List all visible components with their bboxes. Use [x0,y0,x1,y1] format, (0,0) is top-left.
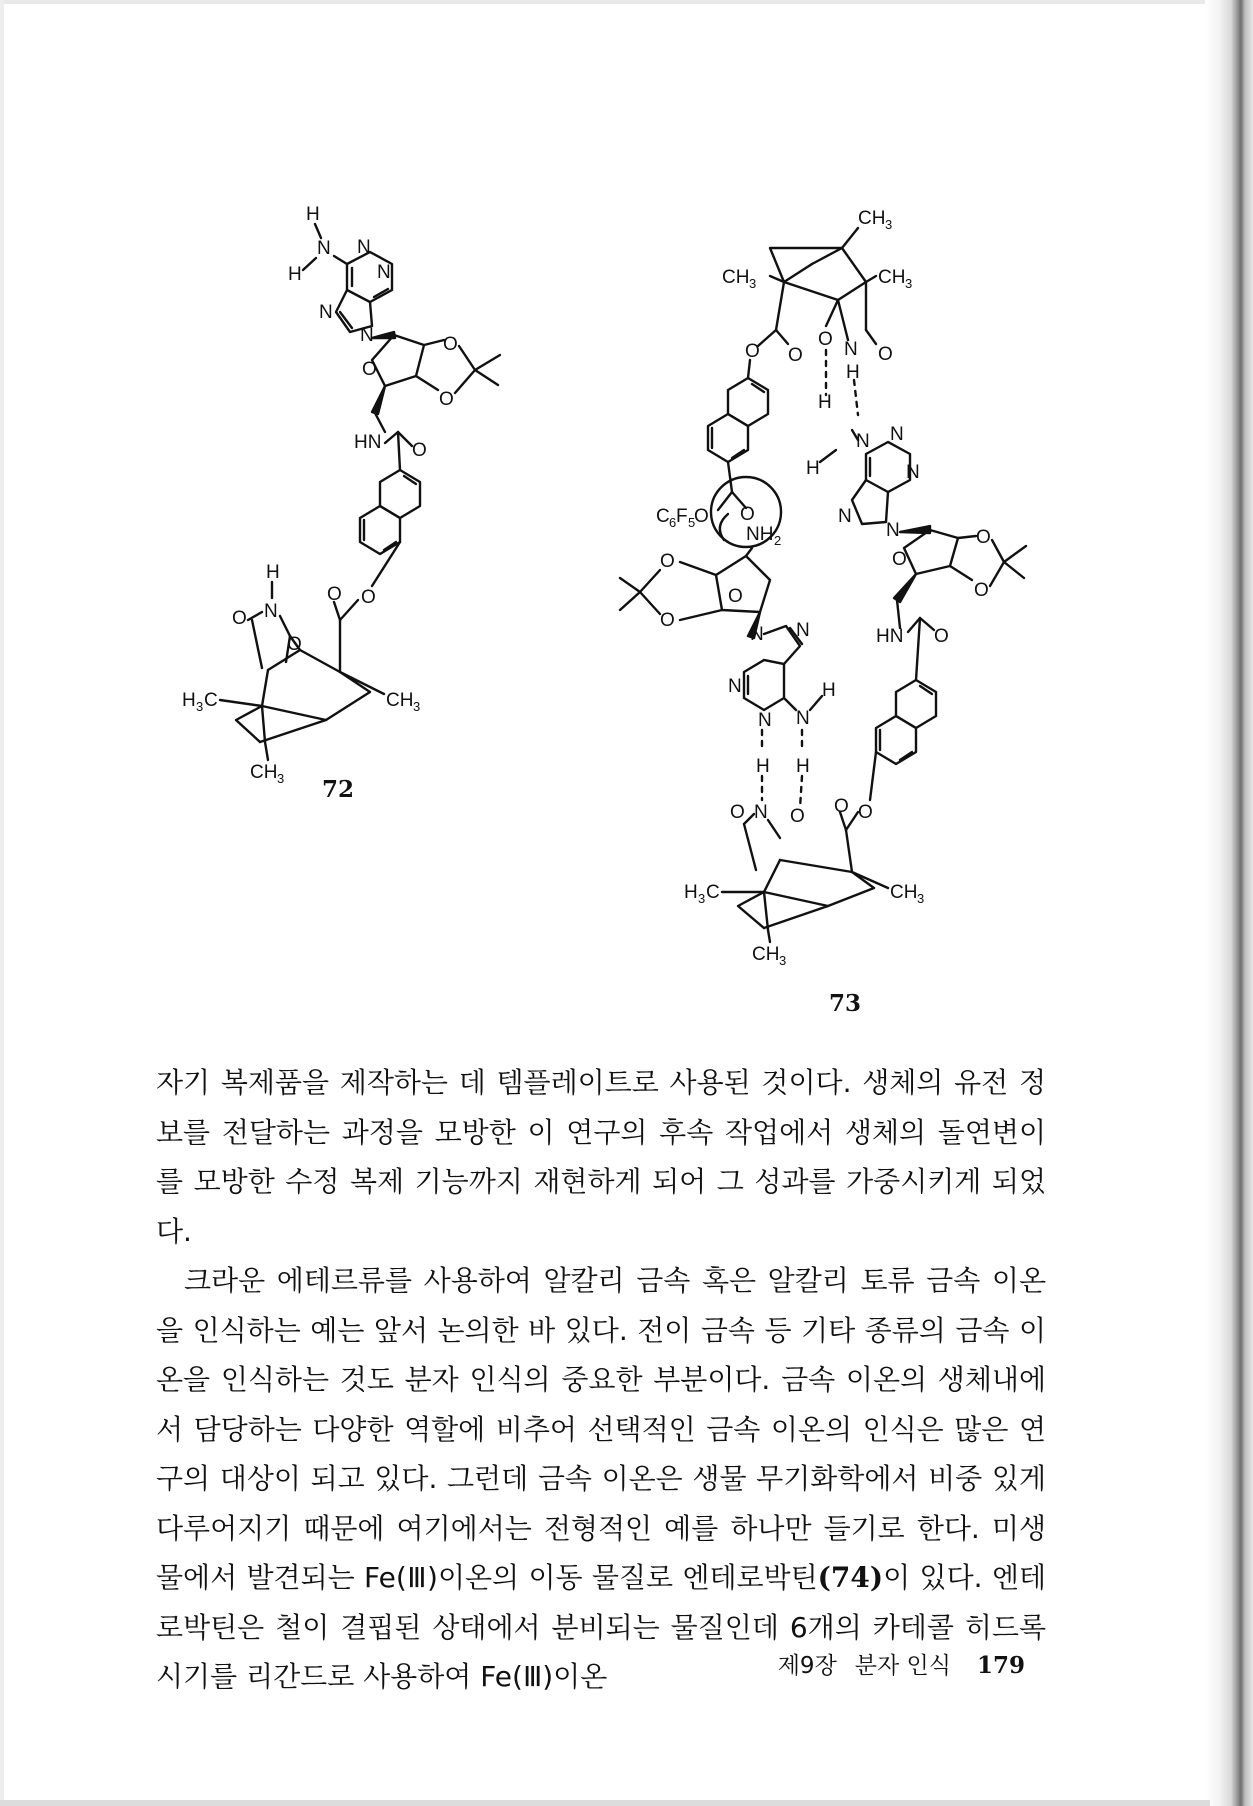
svg-text:O: O [934,626,949,647]
svg-text:O: O [878,344,893,365]
svg-text:3: 3 [413,699,421,714]
svg-text:O: O [790,806,805,827]
svg-text:O: O [660,610,675,631]
svg-text:O: O [287,634,302,655]
svg-text:H: H [822,680,836,701]
svg-text:H: H [846,362,860,383]
svg-text:O: O [660,551,675,572]
svg-text:N: N [856,431,870,452]
svg-text:H: H [266,562,280,583]
svg-text:N: N [750,624,764,645]
svg-text:N: N [844,339,858,360]
chapter-title: 분자 인식 [854,1653,951,1679]
svg-text:3: 3 [779,953,787,968]
svg-text:O: O [361,587,376,608]
svg-text:CH: CH [858,208,886,229]
svg-text:CH: CH [890,882,918,903]
svg-text:F: F [676,506,688,527]
svg-text:N: N [890,424,904,445]
svg-text:NH: NH [746,524,774,545]
svg-text:O: O [694,506,709,527]
svg-text:N: N [360,325,374,346]
svg-text:C: C [204,690,218,711]
compound-72-structure [182,204,500,786]
svg-text:O: O [443,334,458,355]
svg-text:N: N [357,237,371,258]
svg-text:O: O [892,549,907,570]
svg-text:H: H [796,756,810,777]
svg-text:O: O [834,796,849,817]
svg-text:N: N [906,462,920,483]
page-number: 179 [976,1652,1025,1679]
running-footer [778,1647,1025,1680]
page-edge-right [1205,0,1253,1806]
svg-text:5: 5 [688,515,696,530]
svg-text:O: O [362,359,377,380]
paragraph-2 [156,1256,1046,1702]
svg-text:H: H [306,204,320,225]
chapter-number: 제9장 [777,1653,837,1679]
svg-text:CH: CH [878,267,906,288]
compound-74-reference: (74) [817,1561,884,1594]
svg-text:N: N [264,601,278,622]
svg-text:C: C [656,506,670,527]
compound-73-structure [620,208,1026,968]
svg-text:O: O [327,584,342,605]
svg-text:2: 2 [774,533,782,548]
svg-text:3: 3 [905,276,913,291]
svg-text:N: N [317,238,331,259]
svg-text:CH: CH [752,944,780,965]
svg-text:H: H [756,756,770,777]
svg-text:O: O [745,341,760,362]
svg-text:N: N [728,676,742,697]
svg-text:O: O [858,802,873,823]
svg-text:O: O [730,802,745,823]
paragraph-2-part-1: 크라운 에테르류를 사용하여 알칼리 금속 혹은 알칼리 토류 금속 이온을 인식하는 예는 앞서 논의한 바 있다. 전이 금속 등 기타 종류의 금속 이온을 인식하는 것도 분자 인식의 중요한 부분이다. 금속 이온의 생체내에서 담당하는 다양한 역할에 비추어 선택적인 금속 이온의 인식은 많은 연구의 대상이 되고 있다. 그런데 금속 이온은 생물 무기화학에서 비중 있게 다루어지기 때문에 여기에서는 전형적인 예를 하나만 들기로 한다. 미생물에서 발견되는 Fe(Ⅲ)이온의 이동 물질로 엔테로박틴 [156,1264,1046,1594]
svg-text:N: N [377,262,391,283]
svg-text:HN: HN [354,432,382,453]
svg-text:3: 3 [749,276,757,291]
svg-text:O: O [976,527,991,548]
svg-text:3: 3 [698,891,706,906]
compound-72-label: 72 [322,776,355,803]
svg-text:H: H [182,690,196,711]
svg-text:CH: CH [250,762,278,783]
svg-text:H: H [684,882,698,903]
svg-text:O: O [818,329,833,350]
svg-text:N: N [838,506,852,527]
svg-text:N: N [796,708,810,729]
svg-text:O: O [788,345,803,366]
svg-text:N: N [758,710,772,731]
page-edge-bottom [0,1800,1210,1806]
svg-text:O: O [412,440,427,461]
svg-text:H: H [806,458,820,479]
svg-text:O: O [740,504,755,525]
svg-text:O: O [439,389,454,410]
svg-text:H: H [288,264,302,285]
svg-text:N: N [886,520,900,541]
svg-text:N: N [796,620,810,641]
paragraph-1: 자기 복제품을 제작하는 데 템플레이트로 사용된 것이다. 생체의 유전 정보를 전달하는 과정을 모방한 이 연구의 후속 작업에서 생체의 돌연변이를 모방한 수정 복제 기능까지 재현하게 되어 그 성과를 가중시키게 되었다. [156,1066,1046,1248]
svg-text:N: N [319,302,333,323]
svg-text:O: O [728,586,743,607]
svg-text:3: 3 [885,217,893,232]
svg-text:O: O [974,580,989,601]
svg-text:H: H [818,392,832,413]
paragraph-2-part-2: 이 있다. 엔테로박틴은 철이 결핍된 상태에서 분비되는 물질인데 6개의 카테콜 히드록시기를 리간드로 사용하여 Fe(Ⅲ)이온 [156,1561,1046,1693]
svg-text:O: O [232,608,247,629]
svg-text:HN: HN [876,626,904,647]
svg-text:3: 3 [277,771,285,786]
svg-text:N: N [754,802,768,823]
svg-text:CH: CH [722,267,750,288]
svg-text:6: 6 [669,515,677,530]
svg-text:CH: CH [386,690,414,711]
svg-text:C: C [706,882,720,903]
body-text [156,1058,1046,1702]
svg-text:3: 3 [196,699,204,714]
compound-73-label: 73 [829,990,862,1017]
svg-text:3: 3 [917,891,925,906]
